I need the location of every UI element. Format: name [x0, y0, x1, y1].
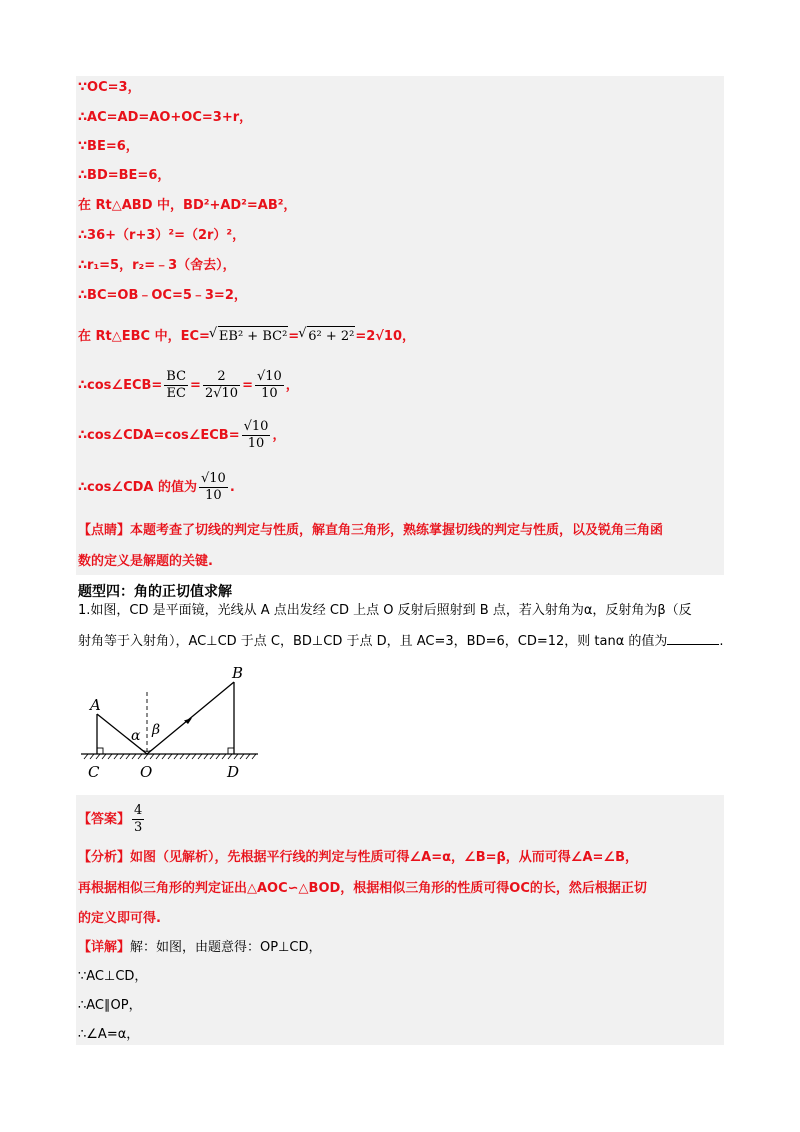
problem-line: 射角等于入射角），AC⊥CD 于点 C，BD⊥CD 于点 D，且 AC=3，BD=6，CD=12，则 tanα 的值为 .	[78, 634, 724, 649]
comment-line: 数的定义是解题的关键.	[78, 554, 213, 569]
solution-line: ∴36+（r+3）²=（2r）²，	[78, 228, 246, 243]
detail-line: ∵AC⊥CD，	[78, 969, 148, 984]
mirror-hatching	[84, 754, 256, 759]
analysis-line: 的定义即可得.	[78, 911, 161, 926]
ray-ob	[147, 682, 234, 754]
solution-line-result: ∴cos∠CDA 的值为 $\frac{√10}{10}$ .	[78, 471, 235, 503]
label-d: D	[227, 763, 240, 781]
problem-line: 1.如图，CD 是平面镜，光线从 A 点出发经 CD 上点 O 反射后照射到 B 点，若入射角为α，反射角为β（反	[78, 603, 692, 618]
reflection-figure	[78, 662, 268, 787]
detail-line: ∴∠A=α，	[78, 1027, 140, 1042]
label-b: B	[232, 664, 244, 682]
label-beta: β	[152, 722, 161, 738]
comment-line: 【点睛】本题考查了切线的判定与性质，解直角三角形，熟练掌握切线的判定与性质，以及锐角三角函	[78, 523, 664, 538]
solution-line-ec: 在 Rt△EBC 中，EC=√ EB² + BC²=√ 6² + 2²=2√10，	[78, 326, 415, 347]
right-angle-c	[97, 748, 103, 754]
label-c: C	[88, 763, 100, 781]
solution-line-cos-cda: ∴cos∠CDA=cos∠ECB= $\frac{√10}{10}$ ，	[78, 419, 286, 451]
solution-line: ∴AC=AD=AO+OC=3+r，	[78, 110, 253, 125]
solution-line: ∵BE=6，	[78, 139, 139, 154]
label-o: O	[140, 763, 153, 781]
label-a: A	[90, 696, 101, 714]
right-angle-d	[228, 748, 234, 754]
answer-line: 【答案】 $\frac{4}{3}$	[78, 803, 143, 835]
answer-blank	[667, 632, 719, 645]
solution-line: 在 Rt△ABD 中，BD²+AD²=AB²，	[78, 198, 297, 213]
solution-line: ∵OC=3，	[78, 80, 141, 95]
answer-box	[76, 795, 724, 1045]
label-alpha: α	[131, 728, 141, 744]
analysis-line: 再根据相似三角形的判定证出△AOC∽△BOD，根据相似三角形的性质可得OC的长，然后根据正切	[78, 881, 647, 896]
solution-line: ∴BD=BE=6，	[78, 168, 171, 183]
detail-line: ∴AC∥OP，	[78, 998, 142, 1013]
solution-line-cos-ecb: ∴cos∠ECB= $\frac{BC}{EC}$ = $\frac{2}{2√10}$ = $\frac{√10}{10}$ ，	[78, 369, 299, 401]
section-title: 题型四：角的正切值求解	[78, 584, 232, 600]
analysis-line: 【分析】如图（见解析），先根据平行线的判定与性质可得∠A=α，∠B=β，从而可得∠A=∠B，	[78, 850, 638, 865]
solution-line: ∴BC=OB﹣OC=5﹣3=2，	[78, 288, 247, 303]
solution-line: ∴r₁=5，r₂=﹣3（舍去），	[78, 258, 236, 273]
detail-line: 【详解】解：如图，由题意得：OP⊥CD，	[78, 940, 322, 955]
